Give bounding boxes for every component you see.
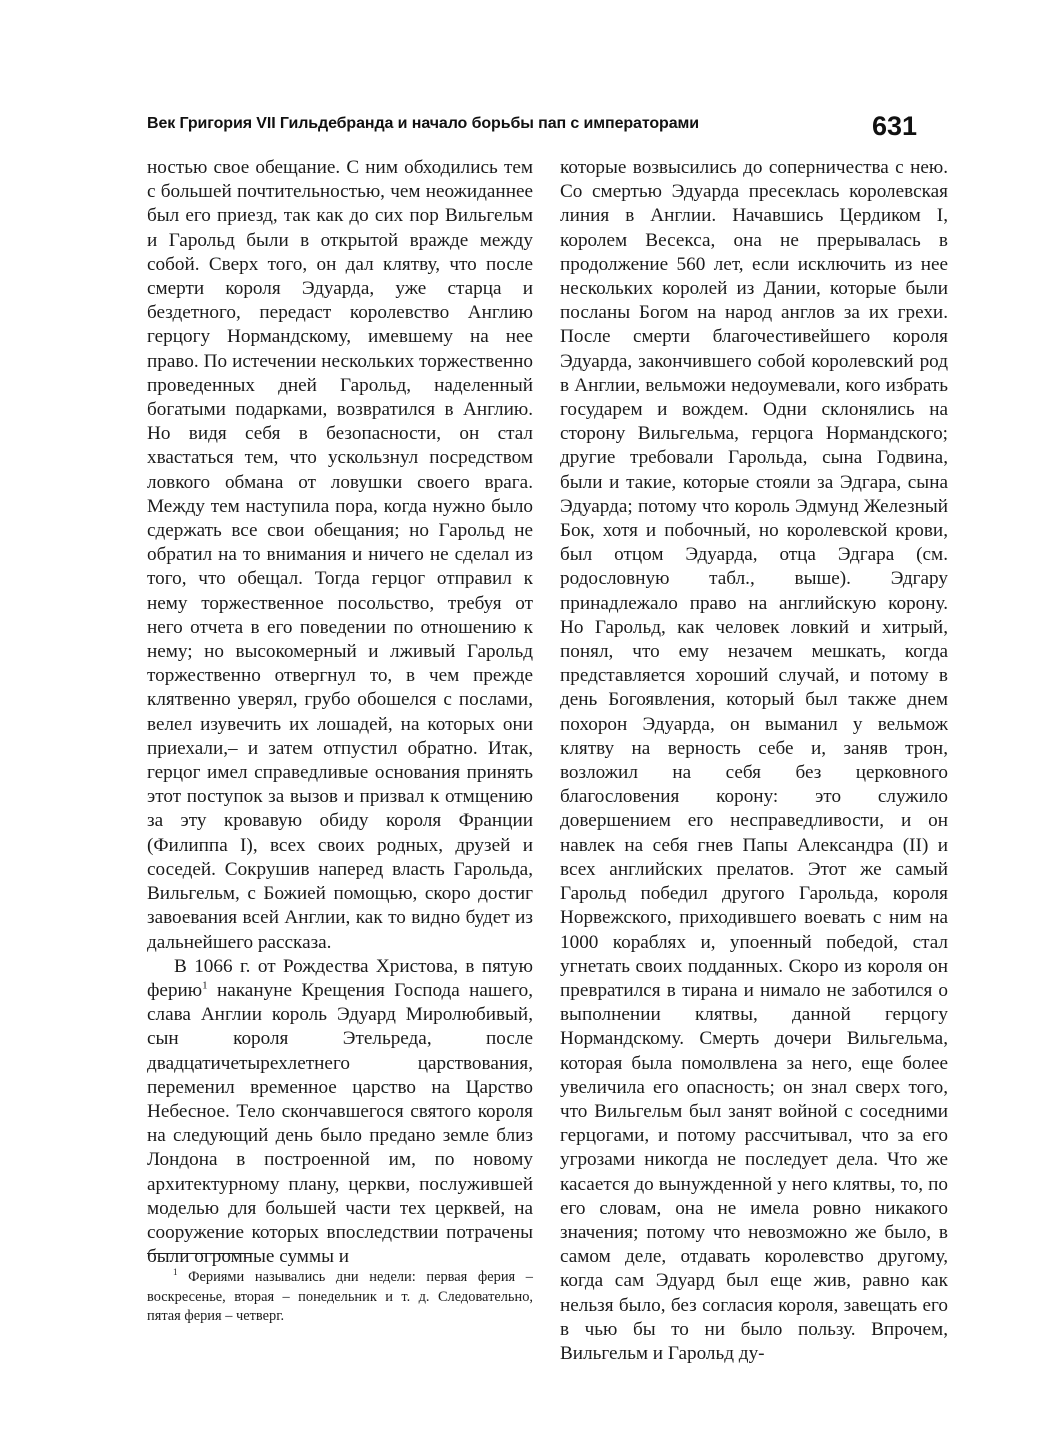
- footnote-text: Фериями назывались дни недели: первая ферия – воскресенье, вторая – понедельник и т. д. Следовательно, пятая ферия – четверг.: [147, 1269, 533, 1324]
- footnote-reference: 1: [202, 979, 208, 992]
- paragraph-text-end: накануне Крещения Господа нашего, слава Англии король Эдуард Миролюбивый, сын короля Этельреда, после двадцатичетырехлетнего царствования, переменил временное царство на Царство Небесное. Тело скончавшегося святого короля на следующий день было предано земле близ Лондона в построенной им, по новому архитектурному плану, церкви, послужившей моделью для большей части тех церквей, на сооружение которых впоследствии потрачены были огромные суммы и: [147, 979, 533, 1268]
- left-paragraph-2: [147, 955, 533, 1270]
- footnote-marker: 1: [173, 1267, 178, 1278]
- running-title: Век Григория VII Гильдебранда и начало борьбы пап с императорами: [147, 115, 699, 132]
- footnote-separator: [147, 1253, 253, 1254]
- right-column: [560, 156, 948, 1366]
- left-column: [147, 156, 533, 1269]
- footnote: [147, 1268, 533, 1327]
- left-paragraph-1: ностью свое обещание. С ним обходились тем с большей почтительностью, чем неожиданнее был его приезд, так как до сих пор Вильгельм и Гарольд были в открытой вражде между собой. Сверх того, он дал клятву, что после смерти короля Эдуарда, уже старца и бездетного, передаст королевство Англию герцогу Нормандскому, имевшему на нее право. По истечении нескольких торжественно проведенных дней Гарольд, наделенный богатыми подарками, возвратился в Англию. Но видя себя в безопасности, он стал хвастаться тем, что ускользнул посредством ловкого обмана от ловушки своего врага. Между тем наступила пора, когда нужно было сдержать все свои обещания; но Гарольд не обратил на то внимания и ничего не сделал из того, что обещал. Тогда герцог отправил к нему торжественное посольство, требуя от него отчета в его поведении по отношению к нему; но высокомерный и лживый Гарольд торжественно отвергнул то, в чем прежде клятвенно уверял, грубо обошелся с послами, велел изувечить их лошадей, на которых они приехали,– и затем отпустил обратно. Итак, герцог имел справедливые основания принять этот поступок за вызов и призвал к отмщению за эту кровавую обиду короля Франции (Филиппа I), всех своих родных, друзей и соседей. Сокрушив наперед власть Гарольда, Вильгельм, с Божией помощью, скоро достиг завоевания всей Англии, как то видно будет из дальнейшего рассказа.: [147, 157, 533, 953]
- paragraph-text-start: В 1066 г. от Рождества Христова, в пятую ферию: [147, 955, 533, 1001]
- right-paragraph-1: которые возвысились до соперничества с нею. Со смертью Эдуарда пресеклась королевская линия в Англии. Начавшись Цердиком I, королем Весекса, она не прерывалась в продолжение 560 лет, если исключить из нее нескольких королей из Дании, которые были посланы Богом на народ англов за их грехи. После смерти благочестивейшего короля Эдуарда, закончившего собой королевский род в Англии, вельможи недоумевали, кого избрать государем и вождем. Одни склонялись на сторону Вильгельма, герцога Нормандского; другие требовали Гарольда, сына Годвина, были и такие, которые стояли за Эдгара, сына Эдуарда; потому что король Эдмунд Железный Бок, хотя и побочный, но королевской крови, был отцом Эдуарда, отца Эдгара (см. родословную табл., выше). Эдгару принадлежало право на английскую корону. Но Гарольд, как человек ловкий и хитрый, понял, что ему незачем мешкать, когда представляется хороший случай, и потому в день Богоявления, который был также днем похорон Эдуарда, он выманил у вельмож клятву на верность себе и, заняв трон, возложил на себя без церковного благословения корону: это служило довершением его несправедливости, и он навлек на себя гнев Папы Александра (II) и всех английских прелатов. Этот же самый Гарольд победил другого Гарольда, короля Норвежского, приходившего воевать с ним на 1000 кораблях и, упоенный победой, стал угнетать своих подданных. Скоро из короля он превратился в тирана и нимало не заботился о выполнении клятвы, данной герцогу Нормандскому. Смерть дочери Вильгельма, которая была помолвлена за него, еще более увеличила его опасность; он знал сверх того, что Вильгельм был занят войной с соседними герцогами, и потому рассчитывал, что за его угрозами никогда не последует дела. Что же касается до вынужденной у него клятвы, то, по его словам, она не имела ровно никакого значения; потому что невозможно же было, в самом деле, отдавать королевство другому, когда сам Эдуард был еще жив, равно как нельзя было, без согласия короля, завещать его в чью бы то ни было пользу. Впрочем, Вильгельм и Гарольд ду-: [560, 157, 948, 1364]
- page-number: 631: [872, 111, 918, 141]
